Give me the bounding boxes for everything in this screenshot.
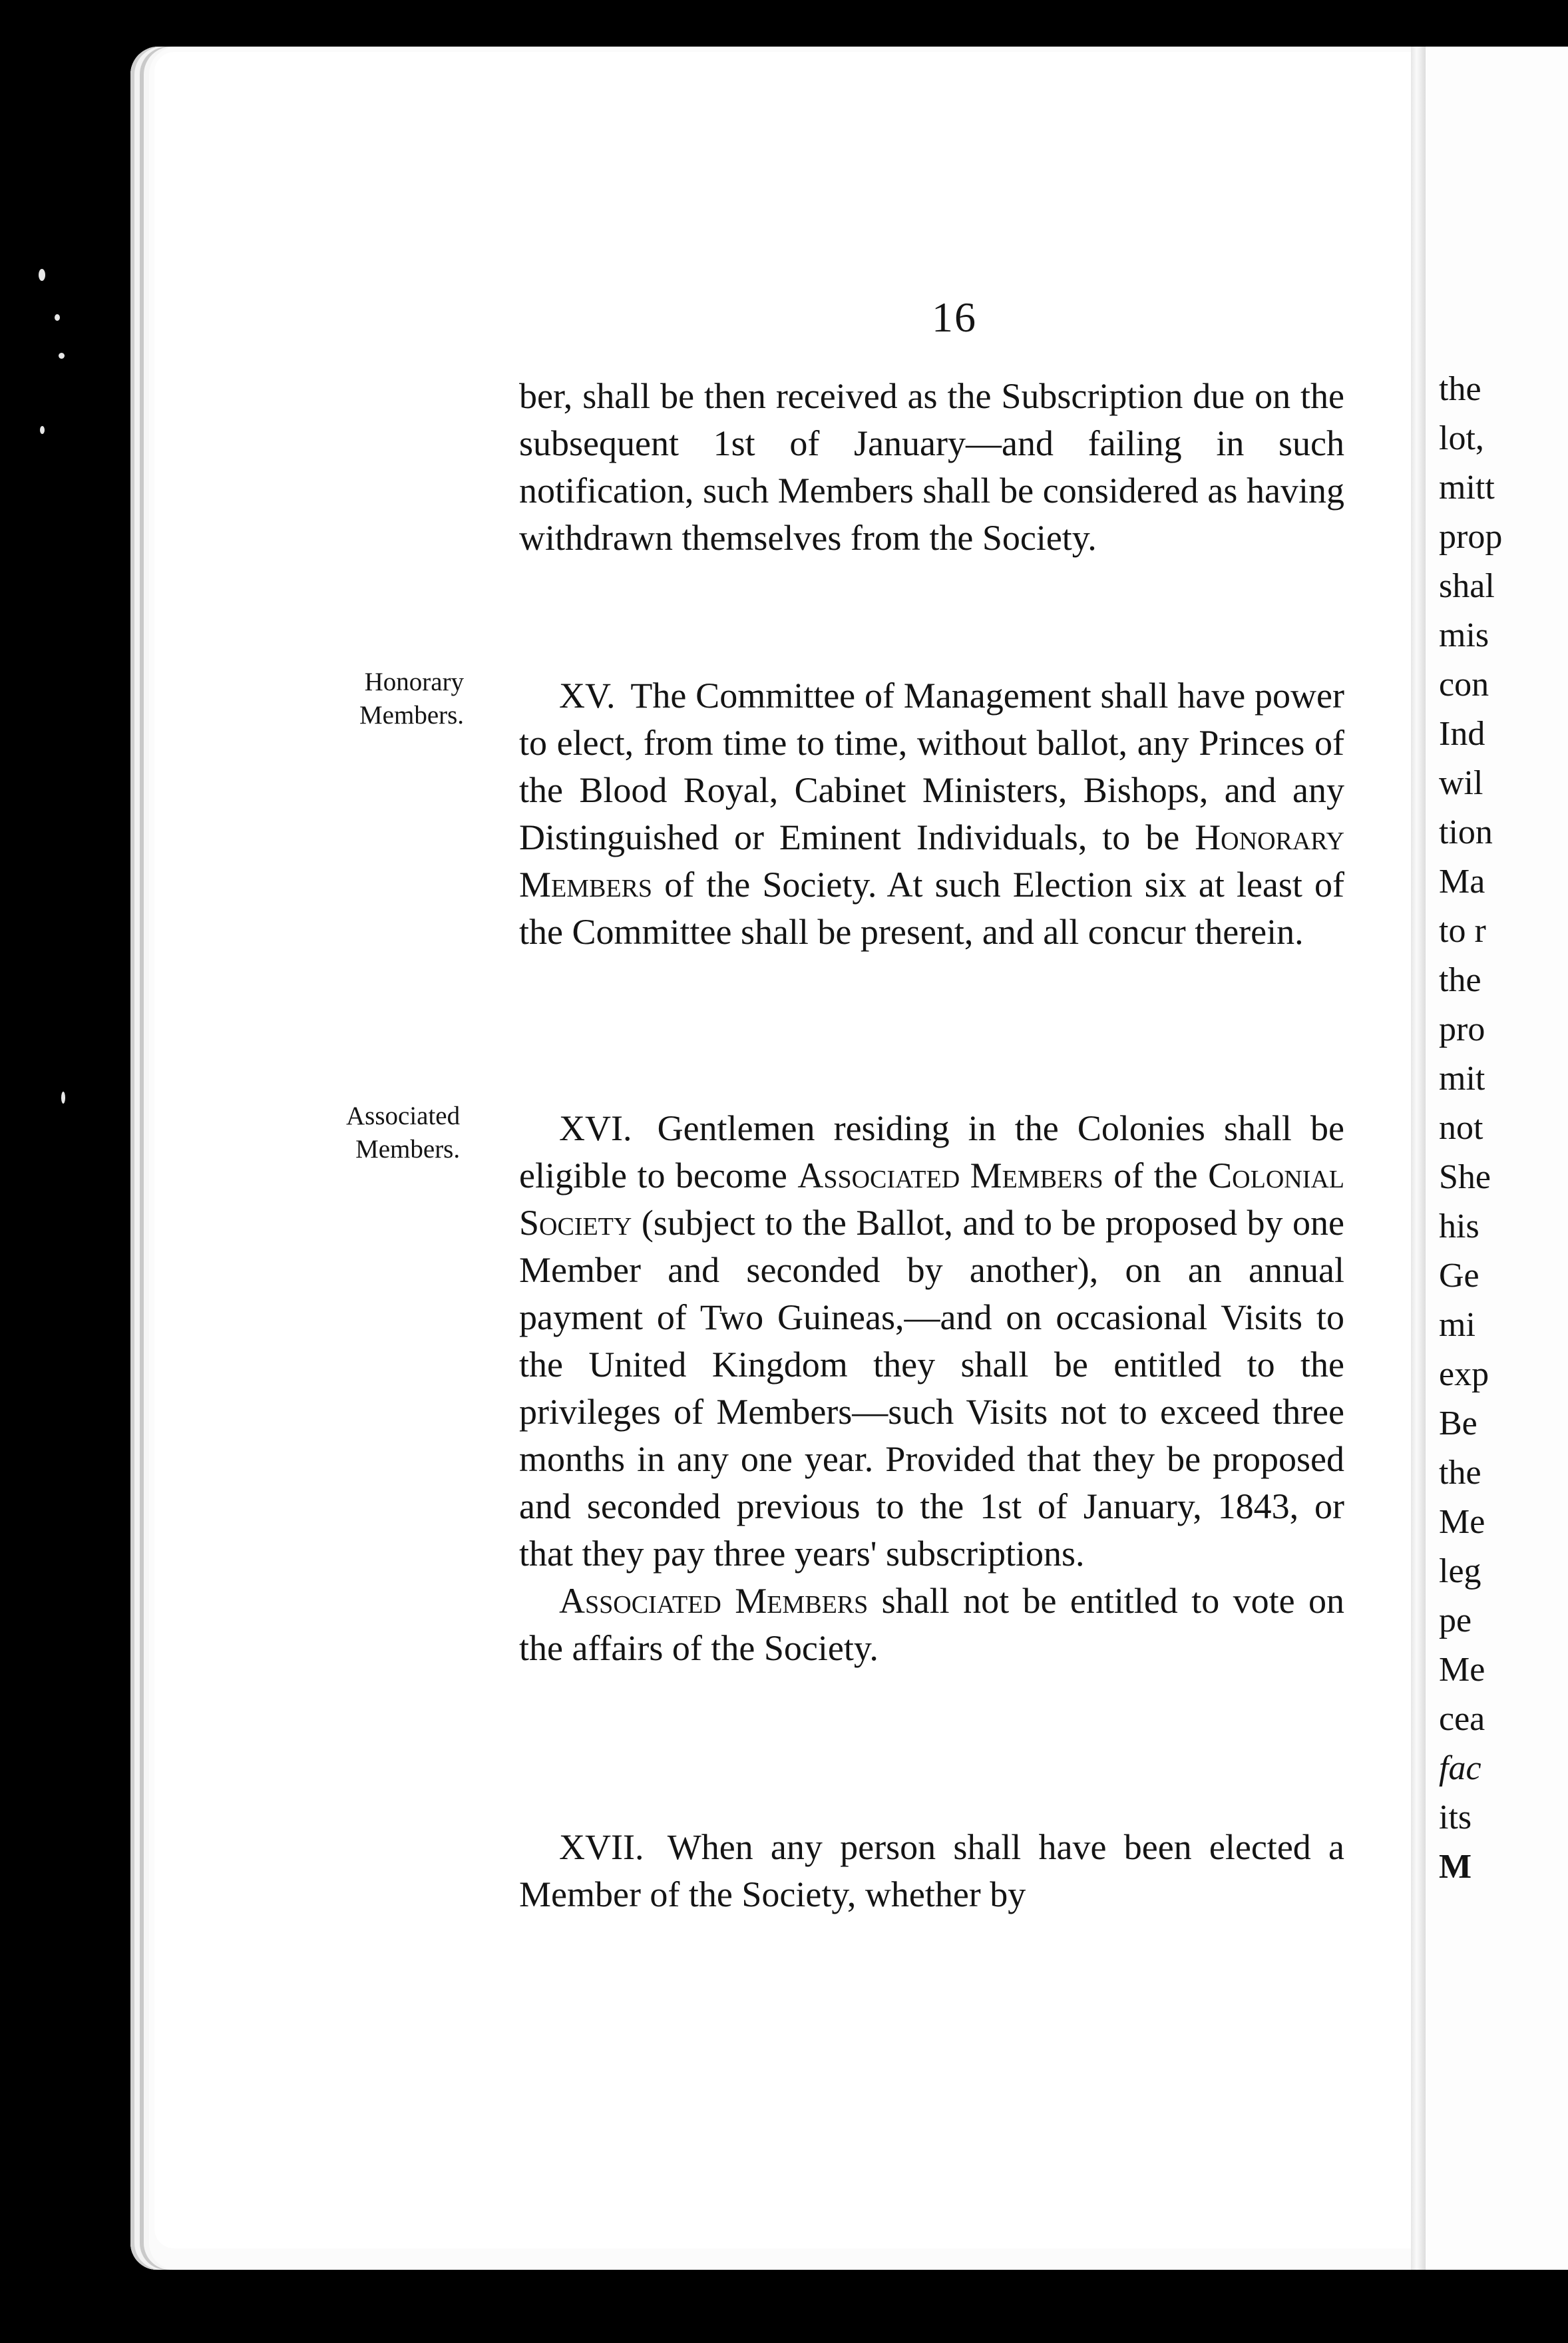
adjacent-page-fragment: the [1439,370,1481,408]
adjacent-page-fragment: pro [1439,1010,1485,1048]
section-number: XVI. [559,1108,632,1148]
section-text-part: When any person shall have been elected a Member of the Society, whether by [519,1827,1344,1914]
adjacent-page-fragment: Be [1439,1404,1477,1442]
section-xv-text [519,672,1344,956]
adjacent-page-fragment: lot, [1439,419,1484,457]
adjacent-page-fragment: exp [1439,1355,1489,1393]
section-xvi [519,1105,1344,1672]
adjacent-page-fragment: the [1439,1454,1481,1492]
adjacent-page-fragment: She [1439,1158,1491,1196]
small-caps-term: Colonial Society [519,1156,1345,1243]
margin-note-line: Associated [346,1102,461,1130]
adjacent-page-fragment: mi [1439,1306,1475,1344]
paragraph-text: ber, shall be then received as the Subscription due on the subsequent 1st of January—and failing in such notification, such Members shall be considered as having withdrawn themselves from the Society. [519,376,1344,558]
adjacent-page-fragment: con [1439,666,1489,704]
adjacent-page-fragment: Me [1439,1651,1485,1689]
adjacent-page-fragment: mis [1439,616,1489,654]
adjacent-page [1426,47,1568,2270]
small-caps-term: Honorary Members [519,817,1344,905]
adjacent-page-fragment: Ge [1439,1257,1479,1295]
adjacent-page-fragment: leg [1439,1552,1481,1590]
adjacent-page-fragment: shal [1439,567,1495,605]
margin-note-line: Honorary [364,668,465,696]
margin-note-honorary-members [359,666,464,732]
section-xv [519,672,1344,956]
section-text-part: shall not be entitled to vote on the affairs of the Society. [519,1581,1344,1668]
section-text-part: The Committee of Management shall have power to elect, from time to time, without ballot, any Princes of the Blood Royal, Cabinet Ministers, Bishops, and any Distinguished or Eminent Individuals, to be [519,676,1345,857]
adjacent-page-fragment: not [1439,1109,1483,1147]
section-xvii [519,1824,1344,1918]
adjacent-page-fragment: wil [1439,764,1483,802]
adjacent-page-fragment: to r [1439,912,1486,950]
section-text-part: of the [1113,1156,1198,1195]
margin-note-associated-members [346,1100,460,1166]
section-xvii-text [519,1824,1344,1918]
section-text-part: Gentlemen residing in the Colonies shall be eligible to become [519,1108,1344,1195]
small-caps-term: Associated Members [559,1581,869,1621]
section-number: XV. [559,676,616,716]
adjacent-page-fragment: pe [1439,1601,1472,1639]
section-text-part: (subject to the Ballot, and to be proposed by one Member and seconded by another), on an annual payment of Two Guineas,—and on occasional Visits to the United Kingdom they shall be entitled to the privileges of Members—such Visits not to exceed three months in any one year. Provided that they be proposed and seconded previous to the 1st of January, 1843, or that they pay three years' subscriptions. [519,1203,1345,1574]
adjacent-page-fragment: M [1439,1848,1472,1886]
adjacent-page-fragment: mitt [1439,469,1495,507]
adjacent-page-fragment: mit [1439,1060,1485,1098]
adjacent-page-fragment: the [1439,961,1481,999]
adjacent-page-fragment: cea [1439,1700,1485,1738]
section-text-part: of the Society. At such Election six at least of the Committee shall be present, and all concur therein. [519,865,1345,952]
adjacent-page-fragment: its [1439,1799,1472,1836]
page-number: 16 [932,294,977,341]
continuation-paragraph [519,373,1344,562]
adjacent-page-fragment: prop [1439,518,1503,556]
adjacent-page-fragment: Me [1439,1503,1485,1541]
adjacent-page-fragment: Ind [1439,715,1485,753]
section-xvi-text [519,1105,1344,1578]
adjacent-page-fragment: his [1439,1207,1479,1245]
adjacent-page-fragment: tion [1439,813,1493,851]
section-number: XVII. [559,1827,644,1867]
margin-note-line: Members. [359,701,465,730]
book-gutter [1411,47,1426,2270]
section-xvi-subparagraph [519,1578,1344,1672]
adjacent-page-fragment: fac [1439,1749,1481,1787]
adjacent-page-fragment: Ma [1439,863,1485,901]
margin-note-line: Members. [355,1135,461,1164]
small-caps-term: Associated Members [797,1156,1103,1195]
